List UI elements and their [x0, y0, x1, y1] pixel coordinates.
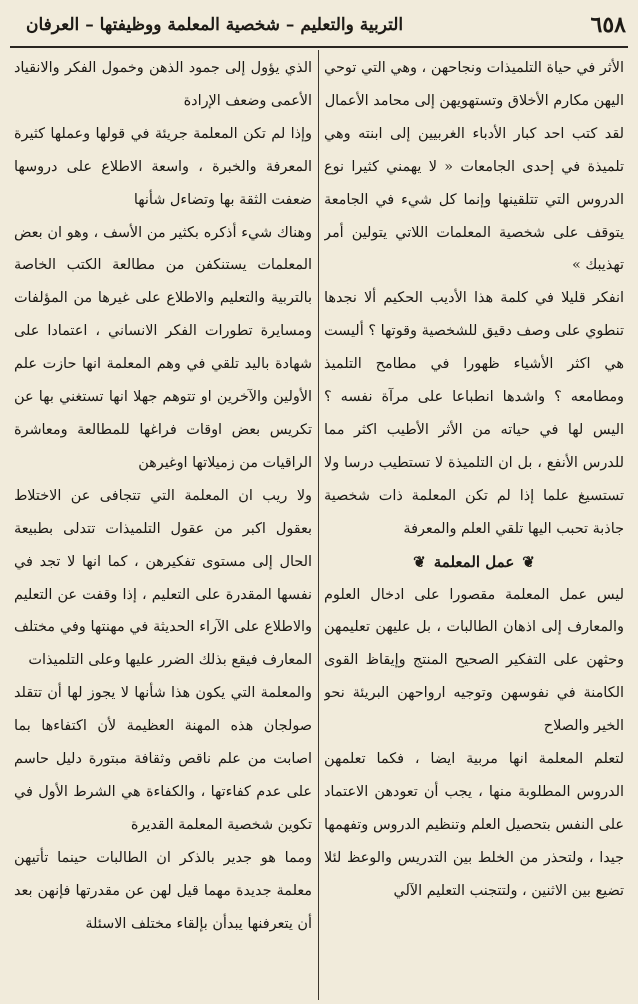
right-column: [324, 52, 624, 996]
paragraph: الأثر في حياة التلميذات ونجاحهن ، وهي التي توحي اليهن مكارم الأخلاق وتستهويهن إلى محامد الأعمال: [324, 60, 624, 109]
left-column: [14, 52, 312, 996]
paragraph: لقد كتب احد كبار الأدباء الغربيين إلى ابنته وهي تلميذة في إحدى الجامعات « لا يهمني كثيرا نوع الدروس التي تتلقينها وإنما كل شيء في الجامعة يتوقف على شخصية المعلمات اللاتي يتولين أمر تهذيبك »: [324, 125, 624, 274]
running-title: التربية والتعليم – شخصية المعلمة ووظيفتها – العرفان: [26, 15, 404, 35]
column-divider: [318, 50, 319, 1000]
section-heading: [324, 546, 624, 579]
ornament-icon: ❦: [413, 552, 426, 571]
section-heading-label: عمل المعلمة: [433, 552, 515, 571]
paragraph: ولا ريب ان المعلمة التي تتجافى عن الاختلاط بعقول اكبر من عقول التلميذات تتدلى بطبيعة الحال إلى مستوى تفكيرهن ، كما انها لا تجد في نفسها المقدرة على التعليم ، إذا وقفت عن التعليم والاطلاع على الآراء الحديثة في مهنتها وفي مختلف المعارف فيقع بذلك الضرر عليها وعلى التلميذات: [14, 487, 312, 669]
ornament-icon: ❦: [522, 552, 535, 571]
page-number: ٦٥٨: [590, 12, 626, 38]
paragraph: ومما هو جدير بالذكر ان الطالبات حينما تأتيهن معلمة جديدة مهما قيل لهن عن مقدرتها فإنهن بعد أن يتعرفنها يبدأن بإلقاء مختلف الاسئلة: [14, 849, 312, 932]
paragraph: والمعلمة التي يكون هذا شأنها لا يجوز لها أن تتقلد صولجان هذه المهنة العظيمة لأن اكتفاءها بما اصابت من علم ناقص وثقافة مبتورة دليل حاسم على عدم كفاءتها ، والكفاءة هي الشرط الأول في تكوين شخصية المعلمة القديرة: [14, 685, 312, 833]
paragraph: ليس عمل المعلمة مقصورا على ادخال العلوم والمعارف إلى اذهان الطالبات ، بل عليهن تعليمهن وحثهن على التفكير الصحيح المنتج وإيقاظ القوى الكامنة في نفوسهن وتوجيه ارواحهن البريئة نحو الخير والصلاح: [324, 586, 624, 735]
paragraph: وهناك شيء أذكره بكثير من الأسف ، وهو ان بعض المعلمات يستنكفن من مطالعة الكتب الخاصة بالتربية والتعليم والاطلاع على غيرها من المؤلفات ومسايرة تطورات الفكر الانساني ، اعتمادا على شهادة باليد تلقي في وهم المعلمة انها حازت علم الأولين والآخرين او تتوهم جهلا انها تستغني بها عن تكريس بعض اوقات فراغها للمطالعة ومعاشرة الراقيات من زميلاتها اوغيرهن: [14, 224, 312, 471]
header-rule: [10, 46, 628, 48]
paragraph: انفكر قليلا في كلمة هذا الأديب الحكيم ألا نجدها تنطوي على وصف دقيق للشخصية وقوتها ؟ أليست هي اكثر الأشياء ظهورا في مطامح التلميذ ومطامعه ؟ واشدها انطباعا على مرآة نفسه ؟ اليس لها في حياته من الأثر الأطيب اكثر مما للدرس الأنفع ، بل ان التلميذة لا تستطيب درسا ولا تستسيغ علما إذا لم تكن المعلمة ذات شخصية جاذبة تحبب اليها تلقي العلم والمعرفة: [324, 290, 624, 537]
paragraph: الذي يؤول إلى جمود الذهن وخمول الفكر والانقياد الأعمى وضعف الإرادة: [14, 60, 312, 109]
paragraph: لتعلم المعلمة انها مربية ايضا ، فكما تعلمهن الدروس المطلوبة منها ، يجب أن تعودهن الاعتماد على النفس بتحصيل العلم وتنظيم الدروس وتفهمها جيدا ، ولتحذر من الخلط بين التدريس والوعظ لئلا تضيع بين الاثنين ، ولتتجنب التعليم الآلي: [324, 751, 624, 899]
paragraph: وإذا لم تكن المعلمة جريئة في قولها وعملها كثيرة المعرفة والخبرة ، واسعة الاطلاع على دروسها ضعفت الثقة بها وتضاءل شأنها: [14, 125, 312, 208]
page-header: [12, 6, 626, 44]
